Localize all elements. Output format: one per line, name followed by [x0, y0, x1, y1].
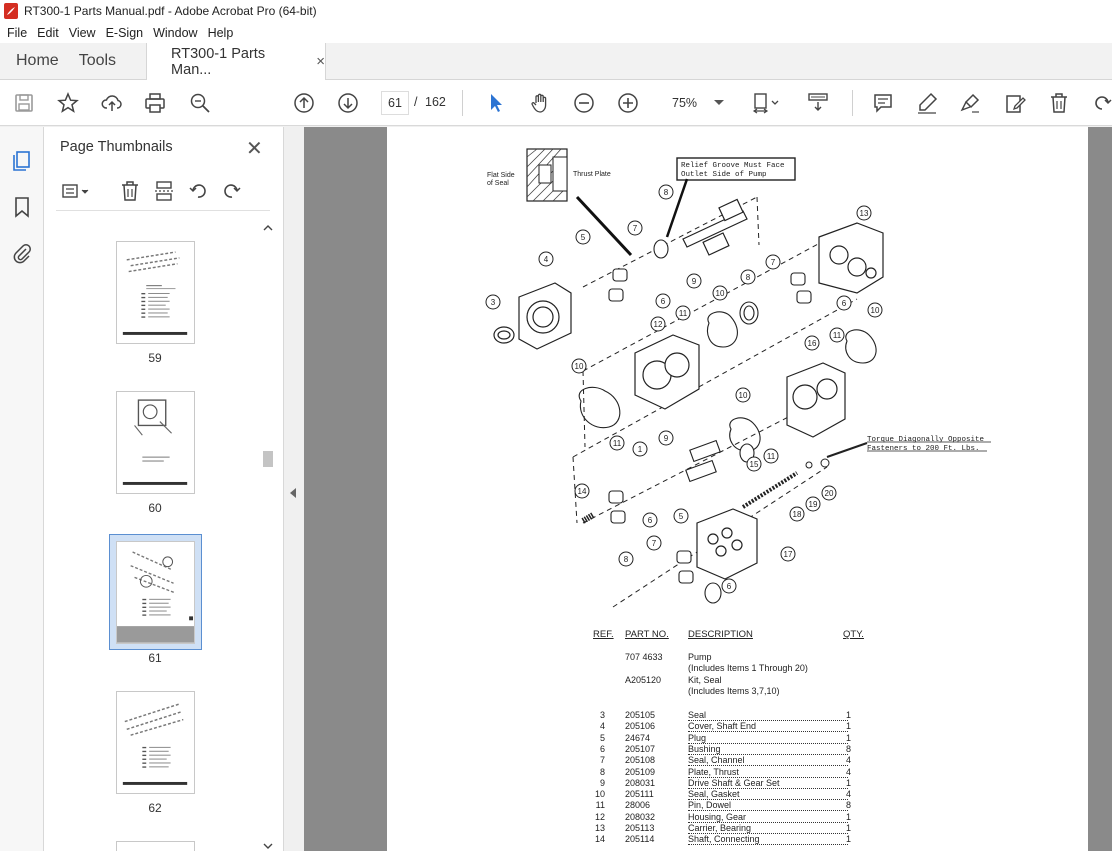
menu-view[interactable]: View [68, 25, 96, 40]
zoom-level-dropdown[interactable] [662, 93, 726, 115]
zoom-search-icon[interactable] [188, 91, 212, 115]
window-title: RT300-1 Parts Manual.pdf - Adobe Acrobat Pro (64-bit) [24, 4, 317, 18]
close-panel-icon[interactable]: ✕ [246, 138, 263, 160]
part-description: Pump [688, 652, 712, 662]
toolbar-divider [462, 90, 463, 116]
rotate-counterclockwise-icon[interactable] [186, 179, 210, 203]
acrobat-logo-icon [4, 3, 18, 19]
menu-edit[interactable]: Edit [37, 25, 59, 40]
toolbar-divider [852, 90, 853, 116]
part-quantity: 1 [846, 721, 852, 732]
part-quantity: 1 [846, 732, 852, 743]
svg-text:11: 11 [832, 331, 842, 340]
page-thumbnails-panel [44, 127, 284, 851]
scroll-down-icon[interactable] [262, 841, 274, 851]
part-quantity: 4 [846, 755, 852, 766]
attachments-icon[interactable] [10, 241, 34, 265]
part-ref: 4 [599, 721, 605, 732]
thumbnail-scrollbar[interactable] [262, 223, 272, 851]
scroll-mode-icon[interactable] [806, 91, 830, 115]
print-icon[interactable] [143, 91, 167, 115]
part-ref: 10 [594, 789, 605, 800]
part-description: Cover, Shaft End [688, 721, 848, 732]
extract-pages-icon[interactable] [152, 179, 176, 203]
part-quantity: 1 [846, 823, 852, 833]
chevron-down-icon [714, 100, 724, 105]
table-row [593, 675, 873, 686]
part-description: Seal [688, 710, 848, 721]
tab-document-label: RT300-1 Parts Man... [171, 45, 266, 78]
svg-text:1: 1 [637, 445, 643, 454]
svg-text:10: 10 [715, 289, 725, 298]
part-description: Seal, Gasket [688, 789, 848, 800]
bookmark-star-icon[interactable] [56, 91, 80, 115]
comment-icon[interactable] [871, 91, 895, 115]
zoom-level-value: 75% [672, 96, 698, 110]
page-number-input[interactable]: 61 [381, 91, 409, 115]
scroll-up-icon[interactable] [262, 223, 274, 233]
svg-text:11: 11 [766, 452, 776, 461]
part-description: Kit, Seal [688, 675, 722, 685]
page-thumbnails-icon[interactable] [10, 149, 34, 173]
thumbnail-page-number: 59 [148, 351, 162, 365]
column-header-ref: REF. [593, 629, 614, 640]
part-ref: 3 [599, 710, 605, 720]
fit-page-icon[interactable] [750, 91, 784, 115]
part-ref: 11 [595, 800, 605, 811]
svg-text:13: 13 [859, 209, 869, 218]
part-quantity: 4 [846, 766, 852, 777]
part-ref: 6 [599, 743, 605, 754]
svg-text:6: 6 [841, 299, 847, 308]
part-number: 205107 [625, 743, 656, 754]
next-page-icon[interactable] [336, 91, 360, 115]
svg-text:8: 8 [745, 273, 751, 282]
part-description: Plate, Thrust [688, 767, 848, 778]
delete-pages-icon[interactable] [118, 179, 142, 203]
page-thumbnail-current[interactable] [116, 541, 195, 644]
table-row [593, 755, 873, 766]
part-quantity: 1 [846, 710, 852, 720]
document-viewport[interactable] [304, 127, 1112, 851]
zoom-in-icon[interactable] [616, 91, 640, 115]
part-quantity: 8 [846, 800, 852, 811]
thumbnail-page-number: 60 [148, 501, 162, 515]
svg-text:8: 8 [623, 555, 629, 564]
svg-text:9: 9 [691, 277, 697, 286]
part-number: 208031 [625, 777, 656, 788]
close-tab-icon[interactable]: × [316, 53, 326, 70]
menu-esign[interactable]: E-Sign [105, 25, 144, 40]
svg-text:7: 7 [651, 539, 657, 548]
part-description: Plug [688, 733, 848, 744]
part-description: Bushing [688, 744, 848, 755]
table-row [593, 686, 873, 697]
rotate-clockwise-icon[interactable] [220, 179, 244, 203]
save-icon[interactable] [12, 91, 36, 115]
svg-text:11: 11 [678, 309, 688, 318]
svg-text:10: 10 [738, 391, 748, 400]
tab-home[interactable]: Home [16, 52, 59, 69]
label-torque-note: Torque Diagonally Opposite Fasteners to 200 Ft. Lbs. [867, 436, 985, 453]
part-note: (Includes Items 1 Through 20) [688, 663, 808, 673]
table-row [593, 834, 873, 845]
part-number: 205113 [625, 823, 655, 833]
part-ref: 7 [599, 755, 605, 766]
part-description: Housing, Gear [688, 812, 848, 823]
menu-bar [0, 22, 1112, 43]
tab-tools[interactable]: Tools [78, 52, 117, 69]
part-ref: 5 [599, 732, 605, 743]
column-header-description: DESCRIPTION [688, 629, 753, 640]
label-flat-side: Flat Side of Seal [487, 172, 515, 187]
page-separator: / [414, 95, 418, 109]
part-quantity: 4 [846, 789, 852, 800]
part-number: 24674 [625, 732, 651, 743]
thumbnail-page-number: 62 [148, 801, 162, 815]
svg-text:8: 8 [663, 188, 669, 197]
table-row [593, 733, 873, 744]
part-description: Pin, Dowel [688, 800, 848, 811]
part-number: 205109 [625, 766, 656, 777]
upload-cloud-icon[interactable] [100, 91, 124, 115]
svg-text:12: 12 [653, 320, 663, 329]
table-row [593, 663, 873, 674]
svg-text:6: 6 [660, 297, 666, 306]
title-bar [0, 0, 1112, 22]
options-menu-icon[interactable] [60, 179, 94, 203]
label-relief-groove: Relief Groove Must Face Outlet Side of Pump [681, 162, 785, 179]
part-quantity: 8 [846, 743, 852, 754]
part-quantity: 1 [846, 811, 852, 822]
collapse-panel-toggle[interactable] [284, 127, 304, 851]
part-description: Drive Shaft & Gear Set [688, 778, 848, 789]
edit-pdf-icon[interactable] [1003, 91, 1027, 115]
svg-text:10: 10 [574, 362, 584, 371]
page-thumbnail[interactable] [116, 691, 195, 794]
svg-text:5: 5 [580, 233, 586, 242]
svg-text:11: 11 [612, 439, 622, 448]
part-number: 28006 [625, 800, 651, 811]
zoom-out-icon[interactable] [572, 91, 596, 115]
table-row [593, 789, 873, 800]
part-description: Seal, Channel [688, 755, 848, 766]
thumbnail-toolbar [56, 175, 270, 211]
chevron-left-icon [290, 488, 296, 498]
table-row [593, 710, 873, 721]
menu-help[interactable]: Help [207, 25, 234, 40]
menu-window[interactable]: Window [153, 25, 198, 40]
pdf-page [387, 127, 1088, 851]
table-row [593, 823, 873, 834]
part-number: 205114 [625, 834, 655, 845]
part-number: 205108 [625, 755, 656, 766]
tab-bar [0, 43, 1112, 80]
svg-text:10: 10 [870, 306, 880, 315]
part-ref: 8 [599, 766, 605, 777]
part-number: 205105 [625, 710, 656, 720]
select-cursor-icon[interactable] [484, 91, 508, 115]
seal-detail-inset [527, 149, 567, 201]
part-number: 208032 [625, 811, 656, 822]
page-thumbnail[interactable] [116, 391, 195, 494]
table-row [593, 812, 873, 823]
part-number: A205120 [625, 675, 662, 685]
svg-text:6: 6 [726, 582, 732, 591]
table-row [593, 721, 873, 732]
svg-text:15: 15 [749, 460, 759, 469]
part-ref: 14 [594, 834, 605, 845]
part-number: 707 4633 [625, 652, 663, 662]
thumbnail-page-number: 61 [148, 651, 162, 665]
svg-text:3: 3 [490, 298, 496, 307]
panel-title: Page Thumbnails [60, 139, 173, 155]
exploded-pump-diagram [387, 127, 1088, 627]
part-description: Shaft, Connecting [688, 834, 848, 845]
page-thumbnail[interactable] [116, 841, 195, 851]
highlight-pen-icon[interactable] [915, 91, 939, 115]
label-thrust-plate: Thrust Plate [573, 171, 611, 178]
table-row [593, 778, 873, 789]
part-description: Carrier, Bearing [688, 823, 848, 834]
svg-text:9: 9 [663, 434, 669, 443]
bookmarks-icon[interactable] [10, 195, 34, 219]
svg-text:20: 20 [824, 489, 834, 498]
column-header-qty: QTY. [843, 629, 864, 640]
svg-text:16: 16 [807, 339, 817, 348]
table-row [593, 767, 873, 778]
part-ref: 9 [599, 777, 605, 788]
menu-file[interactable]: File [7, 25, 28, 40]
hand-tool-icon[interactable] [528, 91, 552, 115]
rotate-icon[interactable] [1090, 91, 1112, 115]
page-thumbnail[interactable] [116, 241, 195, 344]
previous-page-icon[interactable] [292, 91, 316, 115]
part-ref: 12 [594, 811, 605, 822]
column-header-part-no: PART NO. [625, 629, 669, 640]
svg-text:18: 18 [792, 510, 802, 519]
table-row [593, 800, 873, 811]
svg-text:19: 19 [808, 500, 818, 509]
part-ref: 13 [594, 823, 605, 833]
page-total: 162 [425, 95, 446, 109]
part-note: (Includes Items 3,7,10) [688, 686, 780, 696]
svg-text:7: 7 [770, 258, 776, 267]
part-number: 205106 [625, 721, 656, 732]
svg-text:17: 17 [783, 550, 793, 559]
tab-document[interactable] [146, 43, 326, 80]
svg-text:5: 5 [678, 512, 684, 521]
svg-text:7: 7 [632, 224, 638, 233]
sign-icon[interactable] [958, 91, 982, 115]
main-toolbar [0, 80, 1112, 126]
svg-text:4: 4 [543, 255, 549, 264]
part-quantity: 1 [846, 834, 852, 845]
left-navigation-rail [0, 127, 44, 851]
part-quantity: 1 [846, 777, 852, 788]
table-row [593, 744, 873, 755]
svg-text:6: 6 [647, 516, 653, 525]
delete-page-icon[interactable] [1047, 91, 1071, 115]
table-row [593, 652, 873, 663]
part-number: 205111 [625, 789, 654, 800]
scrollbar-thumb[interactable] [263, 451, 273, 467]
svg-text:14: 14 [577, 487, 587, 496]
